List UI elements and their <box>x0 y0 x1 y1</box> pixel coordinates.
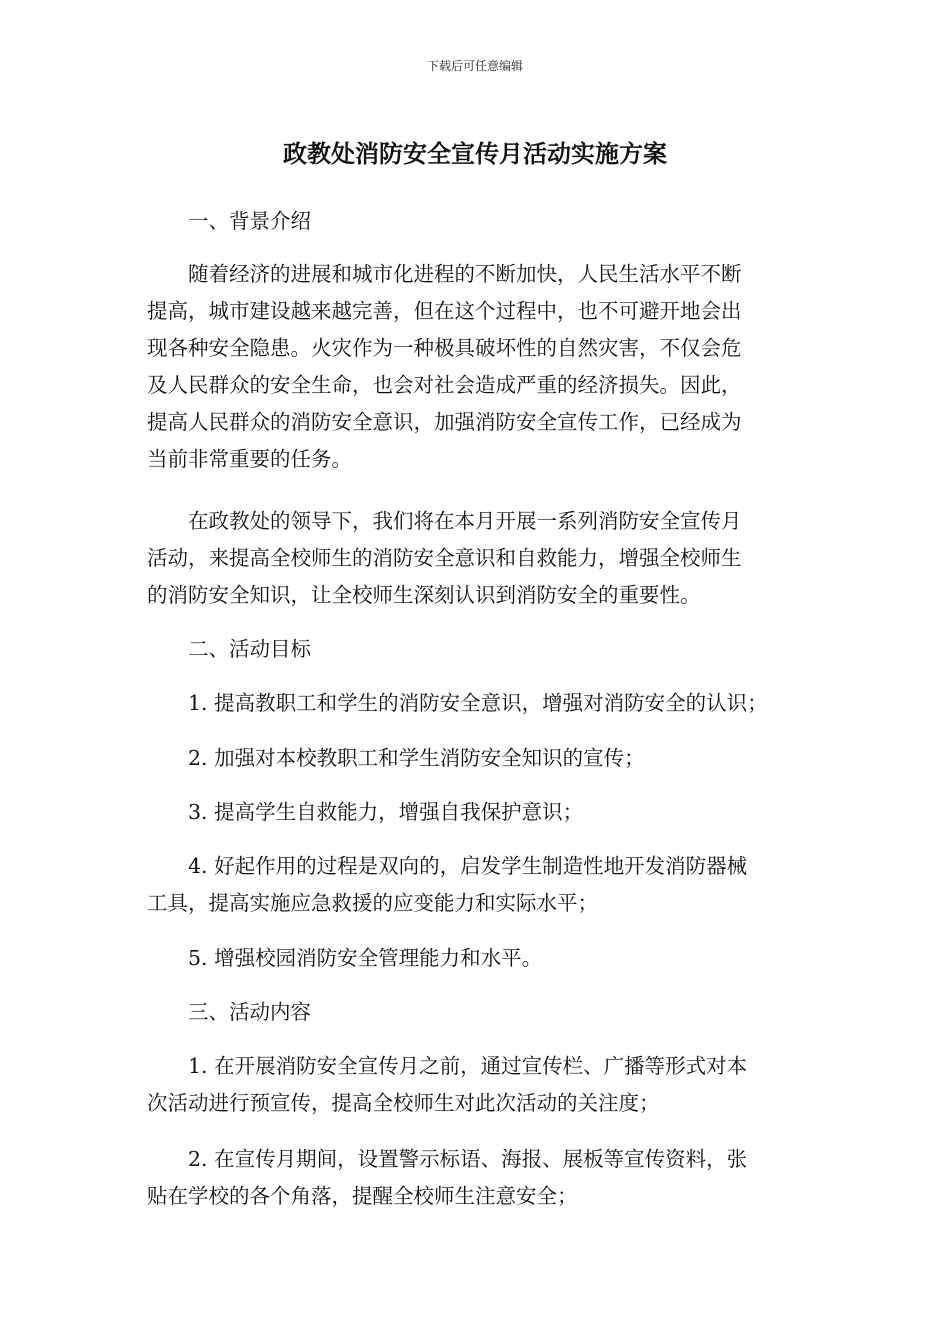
content-item-1: 1. 在开展消防安全宣传月之前，通过宣传栏、广播等形式对本 次活动进行预宣传，提高全校师生对此次活动的关注度； <box>147 1054 748 1115</box>
goal-item-1: 1. 提高教职工和学生的消防安全意识，增强对消防安全的认识； <box>147 691 768 715</box>
section-heading-content: 三、活动内容 <box>147 1000 311 1024</box>
goal-item-5: 5. 增强校园消防安全管理能力和水平。 <box>147 946 543 970</box>
goal-item-4: 4. 好起作用的过程是双向的，启发学生制造性地开发消防器械 工具，提高实施应急救援的应变能力和实际水平； <box>147 854 748 915</box>
header-note: 下载后可任意编辑 <box>426 59 523 73</box>
document-title: 政教处消防安全宣传月活动实施方案 <box>283 140 667 168</box>
section-heading-goals: 二、活动目标 <box>147 637 311 661</box>
goal-item-2: 2. 加强对本校教职工和学生消防安全知识的宣传； <box>147 746 645 770</box>
content-item-2: 2. 在宣传月期间，设置警示标语、海报、展板等宣传资料，张 贴在学校的各个角落，提醒全校师生注意安全； <box>147 1147 748 1208</box>
goal-item-3: 3. 提高学生自救能力，增强自我保护意识； <box>147 800 584 824</box>
paragraph-plan: 在政教处的领导下，我们将在本月开展一系列消防安全宣传月 活动，来提高全校师生的消防安全意识和自救能力，增强全校师生 的消防安全知识，让全校师生深刻认识到消防安全的重要性。 <box>147 509 742 607</box>
section-heading-background: 一、背景介绍 <box>147 209 311 233</box>
paragraph-background: 随着经济的进展和城市化进程的不断加快，人民生活水平不断 提高，城市建设越来越完善，但在这个过程中，也不可避开地会出 现各种安全隐患。火灾作为一种极具破坏性的自然灾害，不仅会危 及人民群众的安全生命，也会对社会造成严重的经济损失。因此， 提高人民群众的消防安全意识，加强消防安全宣传工作，已经成为 当前非常重要的任务。 <box>147 262 742 471</box>
